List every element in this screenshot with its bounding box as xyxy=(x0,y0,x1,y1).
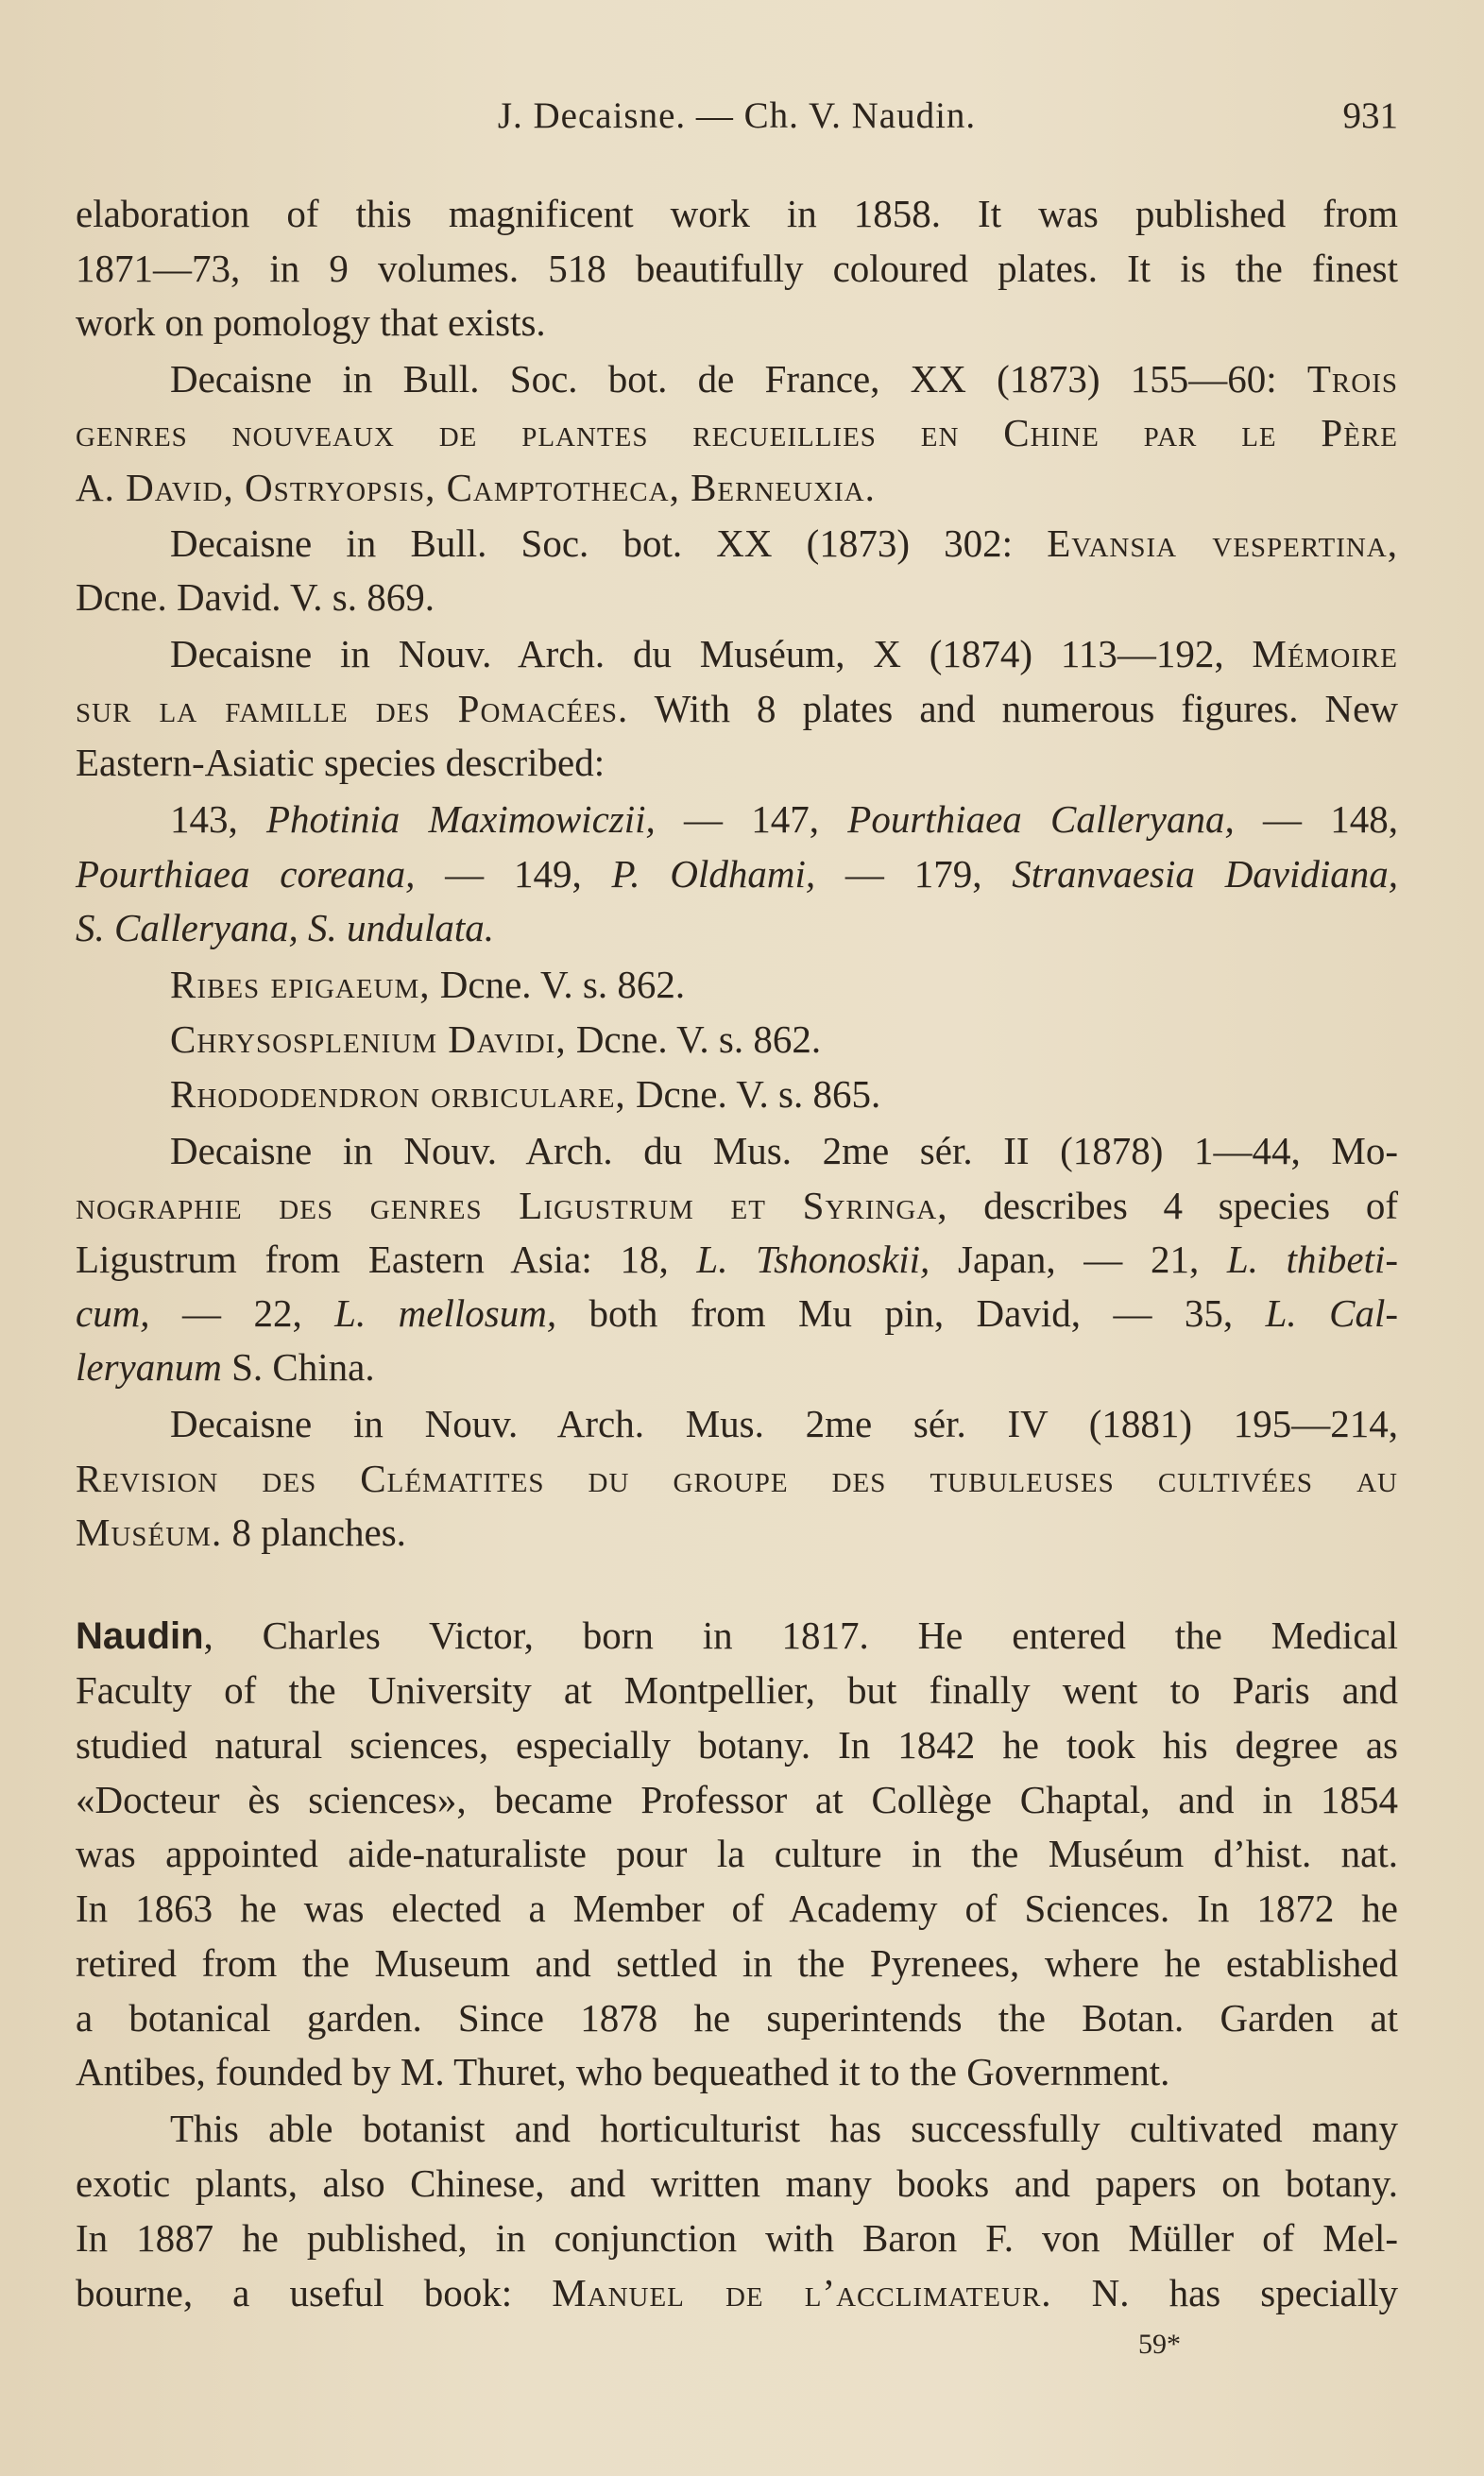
signature-mark: 59* xyxy=(1138,2329,1181,2360)
text-segment: cum, xyxy=(76,1291,150,1335)
running-head: J. Decaisne. — Ch. V. Naudin. xyxy=(497,95,977,136)
text-segment: P. Oldhami, xyxy=(611,852,816,896)
text-segment: — 149, xyxy=(415,852,612,896)
text-line xyxy=(170,1397,1398,1450)
text-line xyxy=(170,1067,1398,1120)
text-segment: Dcne. David. V. s. 869. xyxy=(76,575,435,619)
text-segment: studied natural sciences, especially botany. In 1842 he took his degree as xyxy=(76,1723,1398,1767)
text-segment: Evansia vespertina, xyxy=(1047,521,1398,565)
text-segment: Antibes, founded by M. Thuret, who bequeathed it to the Government. xyxy=(76,2050,1170,2093)
text-segment: , Charles Victor, born in 1817. He entered the Medical xyxy=(203,1614,1398,1657)
text-line xyxy=(76,1340,1398,1393)
text-line xyxy=(76,571,1398,623)
text-line xyxy=(76,1287,1398,1340)
text-segment: A. David, Ostryopsis, Camptotheca, Berneuxia. xyxy=(76,466,876,509)
text-line xyxy=(170,517,1398,570)
text-segment: Pourthiaea Calleryana, xyxy=(847,797,1235,841)
text-line xyxy=(76,1664,1398,1716)
text-line xyxy=(76,406,1398,459)
text-segment: both from Mu pin, David, — 35, xyxy=(556,1291,1266,1335)
text-line xyxy=(170,352,1398,405)
text-line xyxy=(76,461,1398,514)
text-line xyxy=(76,1882,1398,1935)
text-segment: Dcne. V. s. 862. xyxy=(566,1017,822,1061)
page-number: 931 xyxy=(1342,95,1398,136)
text-segment: Naudin xyxy=(76,1615,204,1657)
text-segment: L. mellosum, xyxy=(334,1291,557,1335)
text-line xyxy=(76,242,1398,295)
text-line xyxy=(170,958,1398,1011)
text-segment: Japan, — 21, xyxy=(930,1238,1227,1281)
text-segment: L. Tshonoskii, xyxy=(696,1238,930,1281)
text-line xyxy=(76,2045,1398,2098)
text-line xyxy=(76,187,1398,240)
text-segment: genres nouveaux de plantes recueillies en xyxy=(76,411,1004,454)
text-segment: Rhododendron orbiculare, xyxy=(170,1072,626,1116)
text-line xyxy=(76,847,1398,900)
text-segment: In 1863 he was elected a Member of Academy of Sciences. In 1872 he xyxy=(76,1887,1398,1930)
text-line xyxy=(76,296,1398,349)
text-line xyxy=(76,1506,1398,1559)
text-segment: nographie des genres Ligustrum et Syringa, xyxy=(76,1184,948,1227)
text-segment: Chrysosplenium Davidi, xyxy=(170,1017,567,1061)
text-segment: Muséum. xyxy=(76,1511,223,1554)
text-segment: retired from the Museum and settled in the Pyrenees, where he established xyxy=(76,1941,1398,1985)
text-segment: — 148, xyxy=(1234,797,1399,841)
text-segment: Faculty of the University at Montpellier, but finally went to Paris and xyxy=(76,1668,1398,1712)
text-segment: — 22, xyxy=(149,1291,335,1335)
text-segment: With 8 plates and numerous figures. New xyxy=(628,687,1398,730)
text-segment: Revision des Clématites du groupe des tubuleuses cultivées au xyxy=(76,1457,1398,1500)
text-segment: Manuel de l’acclimateur. xyxy=(552,2271,1052,2314)
text-segment: leryanum xyxy=(76,1345,222,1389)
text-segment: S. China. xyxy=(221,1345,375,1389)
text-segment: was appointed aide-naturaliste pour la culture in the Muséum d’hist. nat. xyxy=(76,1832,1398,1875)
text-segment: L. thibeti- xyxy=(1226,1238,1399,1281)
text-line xyxy=(170,793,1398,845)
text-line xyxy=(170,2102,1398,2155)
text-segment: N. has specially xyxy=(1051,2271,1399,2314)
text-line xyxy=(76,1937,1398,1989)
text-segment: sur la famille des Pomacées. xyxy=(76,687,629,730)
text-segment: a botanical garden. Since 1878 he superintends the Botan. Garden at xyxy=(76,1996,1398,2040)
text-segment: Mémoire xyxy=(1252,632,1398,675)
text-segment: work on pomology that exists. xyxy=(76,300,546,344)
text-segment: 1871—73, in 9 volumes. 518 beautifully coloured plates. It is the finest xyxy=(76,247,1398,290)
text-segment: Chine par le Père xyxy=(1003,411,1399,454)
text-line xyxy=(76,1773,1398,1826)
text-segment: S. Calleryana, S. undulata. xyxy=(76,906,495,949)
text-segment: «Docteur ès sciences», became Professor at Collège Chaptal, and in 1854 xyxy=(76,1778,1398,1821)
text-line xyxy=(76,2266,1398,2319)
text-segment: Decaisne in Nouv. Arch. du Muséum, X (1874) 113—192, xyxy=(170,632,1253,675)
text-segment: Dcne. V. s. 865. xyxy=(625,1072,881,1116)
text-line xyxy=(76,2211,1398,2264)
text-line xyxy=(76,736,1398,789)
text-segment: bourne, a useful book: xyxy=(76,2271,553,2314)
text-segment: Decaisne in Bull. Soc. bot. de France, XX (1873) 155—60: xyxy=(170,357,1307,401)
text-segment: — 147, xyxy=(655,797,848,841)
text-segment: Stranvaesia Davidiana, xyxy=(1012,852,1399,896)
text-segment: In 1887 he published, in conjunction with Baron F. von Müller of Mel- xyxy=(76,2216,1398,2260)
text-line xyxy=(76,901,1398,954)
text-line xyxy=(76,1718,1398,1771)
text-line xyxy=(76,1991,1398,2044)
text-line xyxy=(76,682,1398,735)
text-segment: Decaisne in Bull. Soc. bot. XX (1873) 302: xyxy=(170,521,1048,565)
text-line xyxy=(76,1179,1398,1232)
text-segment: — 179, xyxy=(815,852,1013,896)
text-segment: 8 planches. xyxy=(222,1511,406,1554)
text-segment: Eastern-Asiatic species described: xyxy=(76,741,606,784)
text-segment: exotic plants, also Chinese, and written many books and papers on botany. xyxy=(76,2161,1398,2205)
text-segment: describes 4 species of xyxy=(947,1184,1398,1227)
text-segment: Trois xyxy=(1306,357,1398,401)
text-segment: Decaisne in Nouv. Arch. Mus. 2me sér. IV (1881) 195—214, xyxy=(170,1402,1398,1445)
text-segment: Decaisne in Nouv. Arch. du Mus. 2me sér. II (1878) 1—44, Mo- xyxy=(170,1129,1398,1172)
text-segment: elaboration of this magnificent work in 1858. It was published from xyxy=(76,192,1398,235)
text-line xyxy=(170,627,1398,680)
text-segment: This able botanist and horticulturist has successfully cultivated many xyxy=(170,2107,1398,2150)
text-line xyxy=(76,1452,1398,1505)
text-line xyxy=(76,1233,1398,1286)
text-segment: L. Cal- xyxy=(1265,1291,1398,1335)
text-segment: Ribes epigaeum, xyxy=(170,963,431,1006)
text-segment: Pourthiaea coreana, xyxy=(76,852,416,896)
page-header xyxy=(76,94,1398,151)
text-segment: 143, xyxy=(170,797,267,841)
text-segment: Dcne. V. s. 862. xyxy=(430,963,686,1006)
text-line xyxy=(76,1827,1398,1880)
text-line xyxy=(170,1124,1398,1177)
text-segment: Photinia Maximowiczii, xyxy=(266,797,656,841)
text-segment: Ligustrum from Eastern Asia: 18, xyxy=(76,1238,697,1281)
text-line xyxy=(170,1013,1398,1066)
text-line xyxy=(76,1609,1398,1663)
text-line xyxy=(76,2157,1398,2210)
